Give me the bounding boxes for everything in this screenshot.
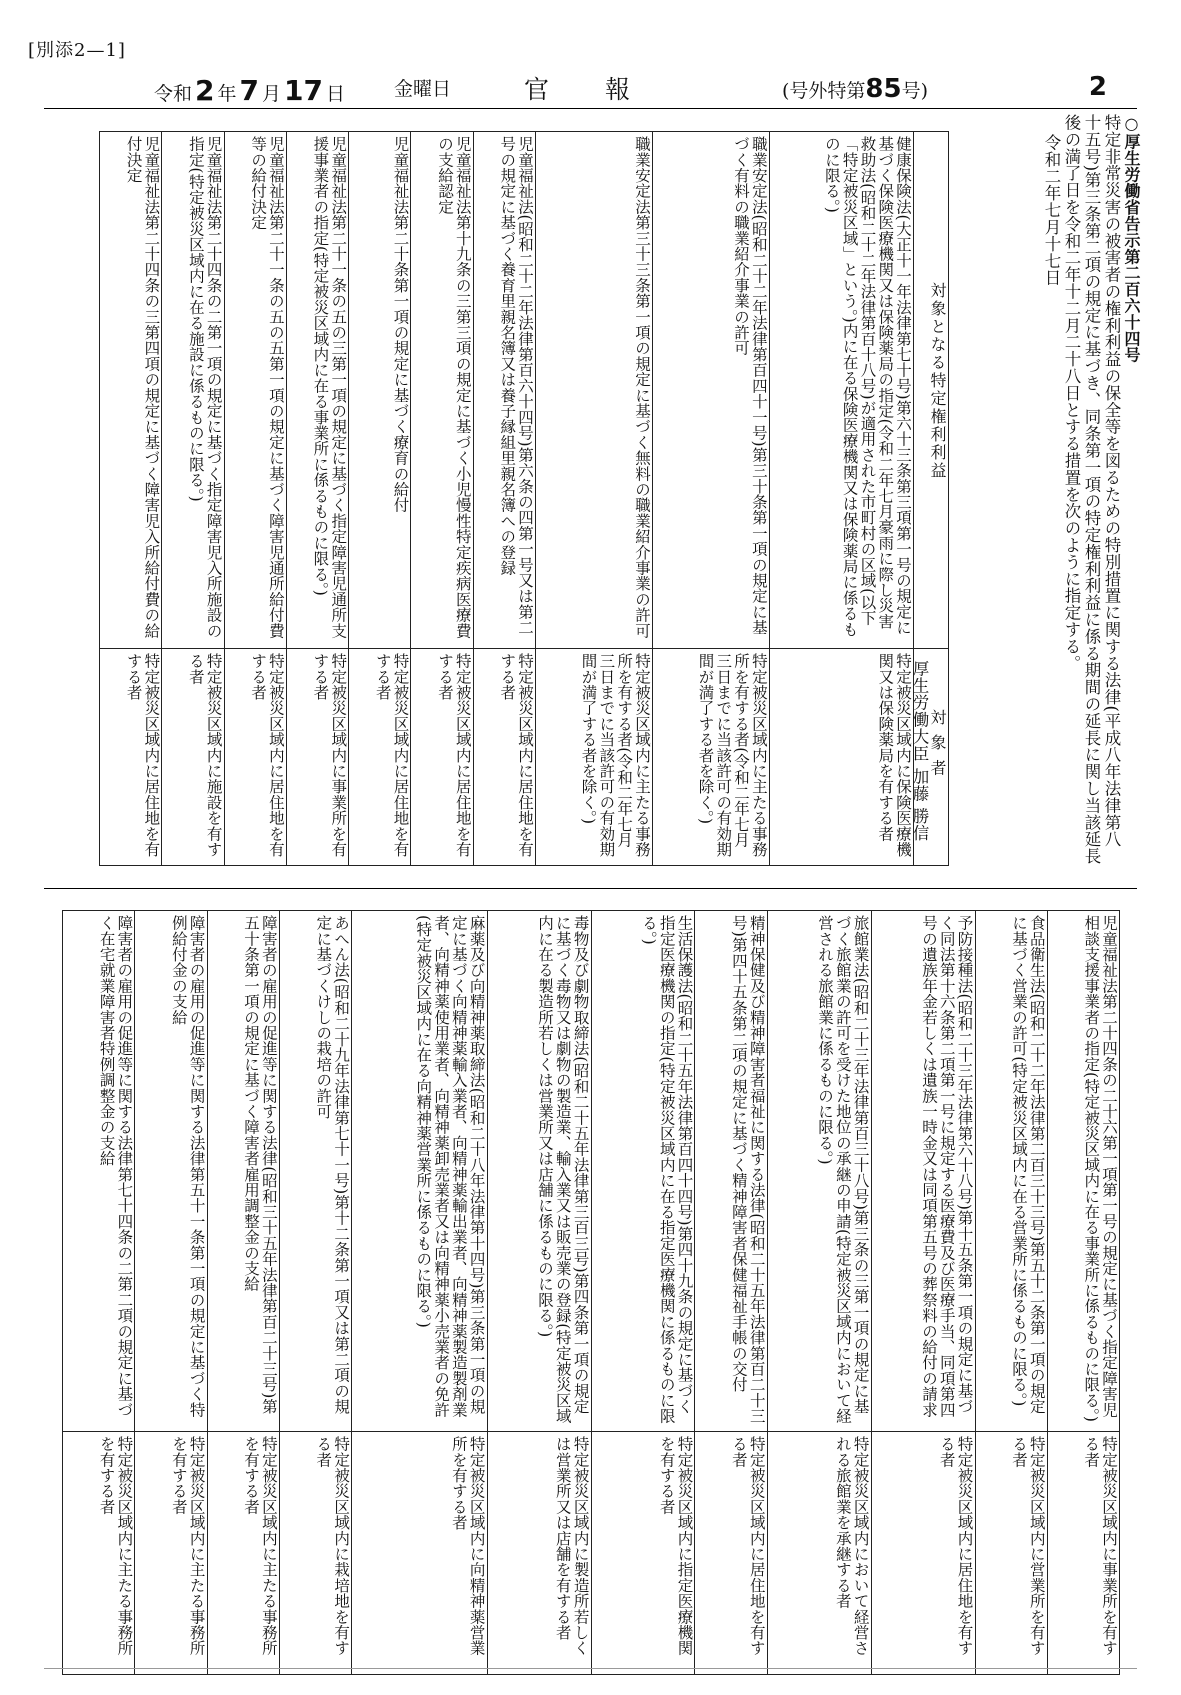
table-row: 児童福祉法第十九条の三第三項の規定に基づく小児慢性特定疾病医療費の支給認定 [411, 132, 473, 649]
table-cell-subject: 特定被災区域内に居住地を有する者 [695, 1432, 767, 1675]
page-number: 2 [1088, 72, 1107, 102]
table-cell-subject: 特定被災区域内に向精神薬営業所を有する者 [352, 1432, 488, 1675]
table-cell-subject: 特定被災区域内に栽培地を有する者 [279, 1432, 351, 1675]
table-row: 児童福祉法(昭和二十二年法律第百六十四号)第六条の四第一号又は第二号の規定に基づく養育里親名簿又は養子縁組里親名簿への登録 [473, 132, 535, 649]
table-cell-subject: 特定被災区域内に主たる事務所を有する者 [207, 1432, 279, 1675]
notice-block [1035, 114, 1141, 880]
annex-label: [別添2—1] [28, 40, 126, 61]
table-row: 児童福祉法第二十一条の五の三第一項の規定に基づく指定障害児通所支援事業者の指定(特定被災区域内に在る事業所に係るものに限る。) [286, 132, 348, 649]
issue-date: 令和 2 年 7 月 17 日 [154, 74, 345, 107]
table-cell-subject: 特定被災区域内に居住地を有する者 [411, 649, 473, 866]
table-cell-subject: 特定被災区域内に居住地を有する者 [349, 649, 411, 866]
table-cell-subject: 特定被災区域内に事業所を有する者 [1047, 1432, 1119, 1675]
table-cell-subject: 特定被災区域内に営業所を有する者 [975, 1432, 1047, 1675]
table-cell-subject: 特定被災区域内に主たる事務所を有する者(令和二年七月三日までに当該許可の有効期間が満了する者を除く。) [652, 649, 769, 866]
table-cell-subject: 特定被災区域内に指定医療機関を有する者 [591, 1432, 695, 1675]
notice-signer: 厚生労働大臣 加藤 勝信 [910, 660, 929, 842]
table-row: 児童福祉法第二十四条の二十六第一項第一号の規定に基づく指定障害児相談支援事業者の指定(特定被災区域内に在る事業所に係るものに限る。) [1047, 911, 1119, 1432]
gazette-title: 官報 [524, 75, 687, 104]
notice-body-line: 特定非常災害の被害者の権利利益の保全等を図るための特別措置に関する法律(平成八年法律第八 [1102, 114, 1121, 848]
table-row: 児童福祉法第二十一条の五の五第一項の規定に基づく障害児通所給付費等の給付決定 [224, 132, 286, 649]
table-row: 児童福祉法第二十四条の三第四項の規定に基づく障害児入所給付費の給付決定 [100, 132, 162, 649]
issue-weekday: 金曜日 [394, 78, 452, 100]
table-row: 麻薬及び向精神薬取締法(昭和二十八年法律第十四号)第三条第一項の規定に基づく向精神薬輸入業者、向精神薬輸出業者、向精神薬製造製剤業者、向精神薬使用業者、向精神薬卸売業者又は向精神薬小売業者の免許(特定被災区域内に在る向精神薬営業所に係るものに限る。) [352, 911, 488, 1432]
table-cell-subject: 特定被災区域内に製造所若しくは営業所又は店舗を有する者 [487, 1432, 591, 1675]
table-cell-subject: 特定被災区域内に居住地を有する者 [224, 649, 286, 866]
table-cell-subject: 特定被災区域内に居住地を有する者 [100, 649, 162, 866]
table-cell-subject: 特定被災区域内に主たる事務所を有する者 [135, 1432, 207, 1675]
table-row: 職業安定法第三十三条第一項の規定に基づく無料の職業紹介事業の許可 [536, 132, 653, 649]
table-cell-subject: 特定被災区域内において経営される旅館業を承継する者 [767, 1432, 871, 1675]
table-cell-subject: 特定被災区域内に主たる事務所を有する者(令和二年七月三日までに当該許可の有効期間が満了する者を除く。) [536, 649, 653, 866]
table-header-subject: 対 象 者 [914, 649, 949, 866]
table-row: 旅館業法(昭和二十三年法律第百三十八号)第三条の三第一項の規定に基づく旅館業の許可を受けた地位の承継の申請(特定被災区域内において経営される旅館業に係るものに限る。) [767, 911, 871, 1432]
designation-table-upper [99, 131, 949, 866]
table-row: 食品衛生法(昭和二十二年法律第二百三十三号)第五十二条第一項の規定に基づく営業の許可(特定被災区域内に在る営業所に係るものに限る。) [975, 911, 1047, 1432]
table-row: 児童福祉法第二十四条の二第一項の規定に基づく指定障害児入所施設の指定(特定被災区域内に在る施設に係るものに限る。) [162, 132, 224, 649]
notice-date: 令和二年七月十七日 [1042, 134, 1061, 287]
gazette-header [44, 70, 1137, 106]
table-row: 精神保健及び精神障害者福祉に関する法律(昭和二十五年法律第百二十三号)第四十五条第二項の規定に基づく精神障害者保健福祉手帳の交付 [695, 911, 767, 1432]
table-row: 児童福祉法第二十条第一項の規定に基づく療育の給付 [349, 132, 411, 649]
notice-title: ○厚生労働省告示第二百六十四号 [1122, 114, 1141, 363]
table-row: 職業安定法(昭和二十二年法律第百四十一号)第三十条第一項の規定に基づく有料の職業紹介事業の許可 [652, 132, 769, 649]
notice-body-line: 後の満了日を令和二年十二月二十八日とする措置を次のように指定する。 [1062, 114, 1081, 672]
table-cell-subject: 特定被災区域内に事業所を有する者 [286, 649, 348, 866]
table-row: 毒物及び劇物取締法(昭和二十五年法律第三百三号)第四条第一項の規定に基づく毒物又は劇物の製造業、輸入業又は販売業の登録(特定被災区域内に在る製造所若しくは営業所又は店舗に係るものに限る。) [487, 911, 591, 1432]
section-rule [44, 888, 1137, 889]
table-row: 障害者の雇用の促進等に関する法律第五十一条第一項の規定に基づく特例給付金の支給 [135, 911, 207, 1432]
footer-rule [44, 1668, 1137, 1669]
table-row: あへん法(昭和二十九年法律第七十一号)第十二条第一項又は第二項の規定に基づくけしの栽培の許可 [279, 911, 351, 1432]
header-rule [44, 108, 1137, 109]
issue-number: (号外特第85号) [782, 74, 929, 104]
table-cell-subject: 特定被災区域内に施設を有する者 [162, 649, 224, 866]
table-cell-subject: 特定被災区域内に居住地を有する者 [871, 1432, 975, 1675]
notice-body-line: 十五号)第三条第二項の規定に基づき、同条第一項の特定権利利益に係る期間の延長に関し当該延長 [1082, 114, 1101, 865]
table-row: 障害者の雇用の促進等に関する法律(昭和三十五年法律第百二十三号)第五十条第一項の規定に基づく障害者雇用調整金の支給 [207, 911, 279, 1432]
table-cell-subject: 特定被災区域内に保険医療機関又は保険薬局を有する者 [769, 649, 913, 866]
designation-table-lower [62, 910, 1120, 1675]
table-cell-subject: 特定被災区域内に主たる事務所を有する者 [63, 1432, 135, 1675]
table-row: 健康保険法(大正十一年法律第七十号)第六十三条第三項第一号の規定に基づく保険医療機関又は保険薬局の指定(令和二年七月豪雨に際し災害救助法(昭和二十二年法律第百十八号)が適用された市町村の区域(以下「特定被災区域」という。)内に在る保険医療機関又は保険薬局に係るものに限る。) [769, 132, 913, 649]
table-row: 予防接種法(昭和二十三年法律第六十八号)第十五条第一項の規定に基づく同法第十六条第二項第一号に規定する医療費及び医療手当、同項第四号の遺族年金若しくは遺族一時金又は同項第五号の葬祭料の給付の請求 [871, 911, 975, 1432]
table-row: 障害者の雇用の促進等に関する法律第七十四条の二第二項の規定に基づく在宅就業障害者特例調整金の支給 [63, 911, 135, 1432]
table-cell-subject: 特定被災区域内に居住地を有する者 [473, 649, 535, 866]
table-header-rights: 対象となる特定権利利益 [914, 132, 949, 649]
table-row: 生活保護法(昭和二十五年法律第百四十四号)第四十九条の規定に基づく指定医療機関の指定(特定被災区域内に在る指定医療機関に係るものに限る。) [591, 911, 695, 1432]
